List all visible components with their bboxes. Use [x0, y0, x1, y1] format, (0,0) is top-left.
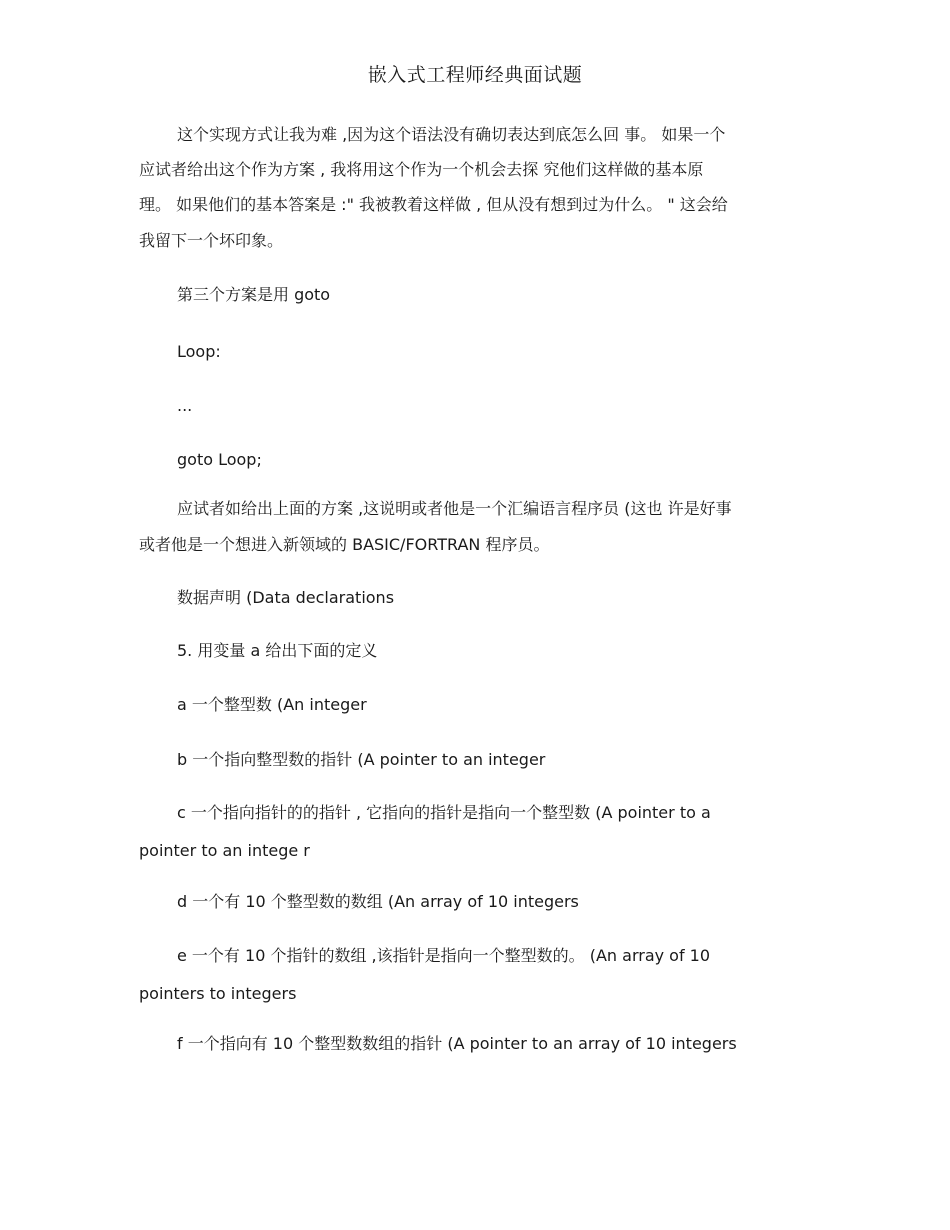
list-item: f 一个指向有 10 个整型数数组的指针 (A pointer to an array of 10 integers	[177, 1034, 737, 1053]
code-line: ...	[177, 396, 193, 415]
list-item: d 一个有 10 个整型数的数组 (An array of 10 integers	[177, 892, 579, 911]
list-item: b 一个指向整型数的指针 (A pointer to an integer	[177, 750, 546, 769]
question-line: 5. 用变量 a 给出下面的定义	[177, 641, 378, 660]
paragraph-line: 我留下一个坏印象。	[139, 231, 284, 250]
list-item: a 一个整型数 (An integer	[177, 695, 367, 714]
paragraph-line: 应试者如给出上面的方案 ,这说明或者他是一个汇编语言程序员 (这也 许是好事	[177, 499, 732, 518]
list-item: c 一个指向指针的的指针 , 它指向的指针是指向一个整型数 (A pointer to a	[177, 803, 711, 822]
section-heading: 数据声明 (Data declarations	[177, 588, 395, 607]
list-item-continuation: pointers to integers	[139, 984, 297, 1003]
paragraph-line: 或者他是一个想进入新领域的 BASIC/FORTRAN 程序员。	[139, 535, 550, 554]
code-line: goto Loop;	[177, 450, 262, 469]
list-item: e 一个有 10 个指针的数组 ,该指针是指向一个整型数的。 (An array of 10	[177, 946, 711, 965]
list-item-continuation: pointer to an intege r	[139, 841, 310, 860]
paragraph-line: 这个实现方式让我为难 ,因为这个语法没有确切表达到底怎么回 事。 如果一个	[177, 125, 726, 144]
paragraph-line: 应试者给出这个作为方案 , 我将用这个作为一个机会去探 究他们这样做的基本原	[139, 160, 704, 179]
code-line: Loop:	[177, 342, 221, 361]
paragraph-line: 理。 如果他们的基本答案是 :" 我被教着这样做 , 但从没有想到过为什么。 " 这会给	[139, 195, 728, 214]
paragraph-line: 第三个方案是用 goto	[177, 285, 331, 304]
document-title: 嵌入式工程师经典面试题	[367, 64, 583, 86]
